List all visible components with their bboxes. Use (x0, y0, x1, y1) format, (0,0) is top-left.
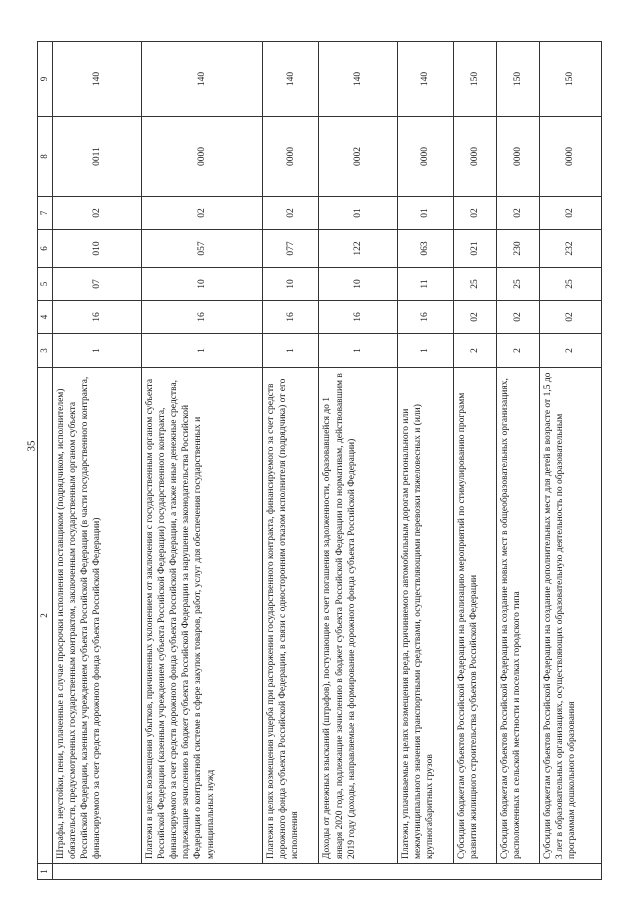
code-cell-3: 2 (454, 334, 497, 368)
code-cell-4: 02 (539, 301, 601, 334)
header-row (38, 42, 53, 880)
code-cell-9: 150 (454, 42, 497, 117)
code-cell-4: 02 (497, 301, 540, 334)
page-number: 35 (25, 440, 38, 452)
code-cell-5: 10 (141, 268, 262, 301)
code-cell-6: 010 (53, 230, 142, 268)
header-cell-8: 8 (38, 117, 53, 197)
code-cell-3: 1 (262, 334, 319, 368)
code-cell-3: 2 (497, 334, 540, 368)
table-row (539, 42, 601, 880)
code-cell-8: 0000 (539, 117, 601, 197)
column-1-blank (53, 864, 602, 880)
code-cell-6: 057 (141, 230, 262, 268)
code-cell-9: 140 (141, 42, 262, 117)
code-cell-7: 02 (497, 197, 540, 230)
row-description: Платежи в целях возмещения убытков, причиненных уклонением от заключения с государственным органом субъекта Российской Федерации (казенным учреждением субъекта Российской Федерации) государственного контракта, финансируемого за счет средств дорожного фонда субъекта Российской Федерации, а также иные денежные средства, подлежащие зачислению в бюджет субъекта Российской Федерации за нарушение законодательства Российской Федерации о контрактной системе в сфере закупок товаров, работ, услуг для обеспечения государственных и муниципальных нужд (141, 368, 262, 864)
table-row (397, 42, 454, 880)
code-cell-3: 1 (397, 334, 454, 368)
header-cell-2: 2 (38, 368, 53, 864)
code-cell-9: 140 (53, 42, 142, 117)
code-cell-5: 25 (497, 268, 540, 301)
code-cell-4: 02 (454, 301, 497, 334)
code-cell-8: 0000 (397, 117, 454, 197)
table-row (141, 42, 262, 880)
header-cell-5: 5 (38, 268, 53, 301)
code-cell-7: 02 (454, 197, 497, 230)
header-cell-6: 6 (38, 230, 53, 268)
row-description: Субсидии бюджетам субъектов Российской Федерации на реализацию мероприятий по стимулированию программ развития жилищного строительства субъектов Российской Федерации (454, 368, 497, 864)
code-cell-8: 0000 (497, 117, 540, 197)
row-description: Субсидии бюджетам субъектов Российской Федерации на создание новых мест в общеобразовательных организациях, расположенных в сельской местности и поселках городского типа (497, 368, 540, 864)
row-description: Субсидии бюджетам субъектов Российской Федерации на создание дополнительных мест для детей в возрасте от 1,5 до 3 лет в образовательных организациях, осуществляющих образовательную деятельность по образовательным программам дошкольного образования (539, 368, 601, 864)
code-cell-8: 0000 (141, 117, 262, 197)
code-cell-4: 16 (141, 301, 262, 334)
code-cell-9: 140 (319, 42, 397, 117)
rotated-table-container (37, 42, 602, 880)
header-cell-3: 3 (38, 334, 53, 368)
code-cell-5: 25 (539, 268, 601, 301)
code-cell-6: 230 (497, 230, 540, 268)
code-cell-9: 140 (262, 42, 319, 117)
code-cell-3: 1 (141, 334, 262, 368)
code-cell-4: 16 (397, 301, 454, 334)
table-row (53, 42, 142, 880)
code-cell-6: 021 (454, 230, 497, 268)
code-cell-4: 16 (262, 301, 319, 334)
code-cell-3: 1 (53, 334, 142, 368)
code-cell-9: 140 (397, 42, 454, 117)
row-description: Платежи в целях возмещения ущерба при расторжении государственного контракта, финансируемого за счет средств дорожного фонда субъекта Российской Федерации, в связи с односторонним отказом исполнителя (подрядчика) от его исполнения (262, 368, 319, 864)
code-cell-3: 2 (539, 334, 601, 368)
code-cell-9: 150 (539, 42, 601, 117)
row-description: Доходы от денежных взысканий (штрафов), поступающие в счет погашения задолженности, образовавшейся до 1 января 2020 года, подлежащие зачислению в бюджет субъекта Российской Федерации по нормативам, действовавшим в 2019 году (доходы, направляемые на формирование дорожного фонда субъекта Российской Федерации) (319, 368, 397, 864)
code-cell-6: 122 (319, 230, 397, 268)
code-cell-5: 25 (454, 268, 497, 301)
code-cell-5: 07 (53, 268, 142, 301)
code-cell-7: 01 (319, 197, 397, 230)
code-cell-5: 10 (262, 268, 319, 301)
code-cell-3: 1 (319, 334, 397, 368)
code-cell-8: 0000 (454, 117, 497, 197)
code-cell-9: 150 (497, 42, 540, 117)
code-cell-4: 16 (53, 301, 142, 334)
table-row (262, 42, 319, 880)
budget-classification-table (37, 41, 602, 880)
code-cell-8: 0000 (262, 117, 319, 197)
code-cell-6: 063 (397, 230, 454, 268)
code-cell-7: 02 (539, 197, 601, 230)
code-cell-7: 02 (141, 197, 262, 230)
header-cell-9: 9 (38, 42, 53, 117)
code-cell-6: 232 (539, 230, 601, 268)
table-row (454, 42, 497, 880)
header-cell-1: 1 (38, 864, 53, 880)
code-cell-7: 01 (397, 197, 454, 230)
code-cell-5: 10 (319, 268, 397, 301)
header-cell-4: 4 (38, 301, 53, 334)
code-cell-6: 077 (262, 230, 319, 268)
table-row (319, 42, 397, 880)
code-cell-5: 11 (397, 268, 454, 301)
code-cell-7: 02 (262, 197, 319, 230)
code-cell-7: 02 (53, 197, 142, 230)
code-cell-4: 16 (319, 301, 397, 334)
row-description: Штрафы, неустойки, пени, уплаченные в случае просрочки исполнения поставщиком (подрядчиком, исполнителем) обязательств, предусмотренных государственным контрактом, заключенным государственным органом субъекта Российской Федерации, казенным учреждением субъекта Российской Федерации (в части государственного контракта, финансируемого за счет средств дорожного фонда субъекта Российской Федерации) (53, 368, 142, 864)
table-row (497, 42, 540, 880)
header-cell-7: 7 (38, 197, 53, 230)
row-description: Платежи, уплачиваемые в целях возмещения вреда, причиняемого автомобильным дорогам регионального или межмуниципального значения транспортными средствами, осуществляющими перевозки тяжеловесных и (или) крупногабаритных грузов (397, 368, 454, 864)
code-cell-8: 0002 (319, 117, 397, 197)
code-cell-8: 0011 (53, 117, 142, 197)
